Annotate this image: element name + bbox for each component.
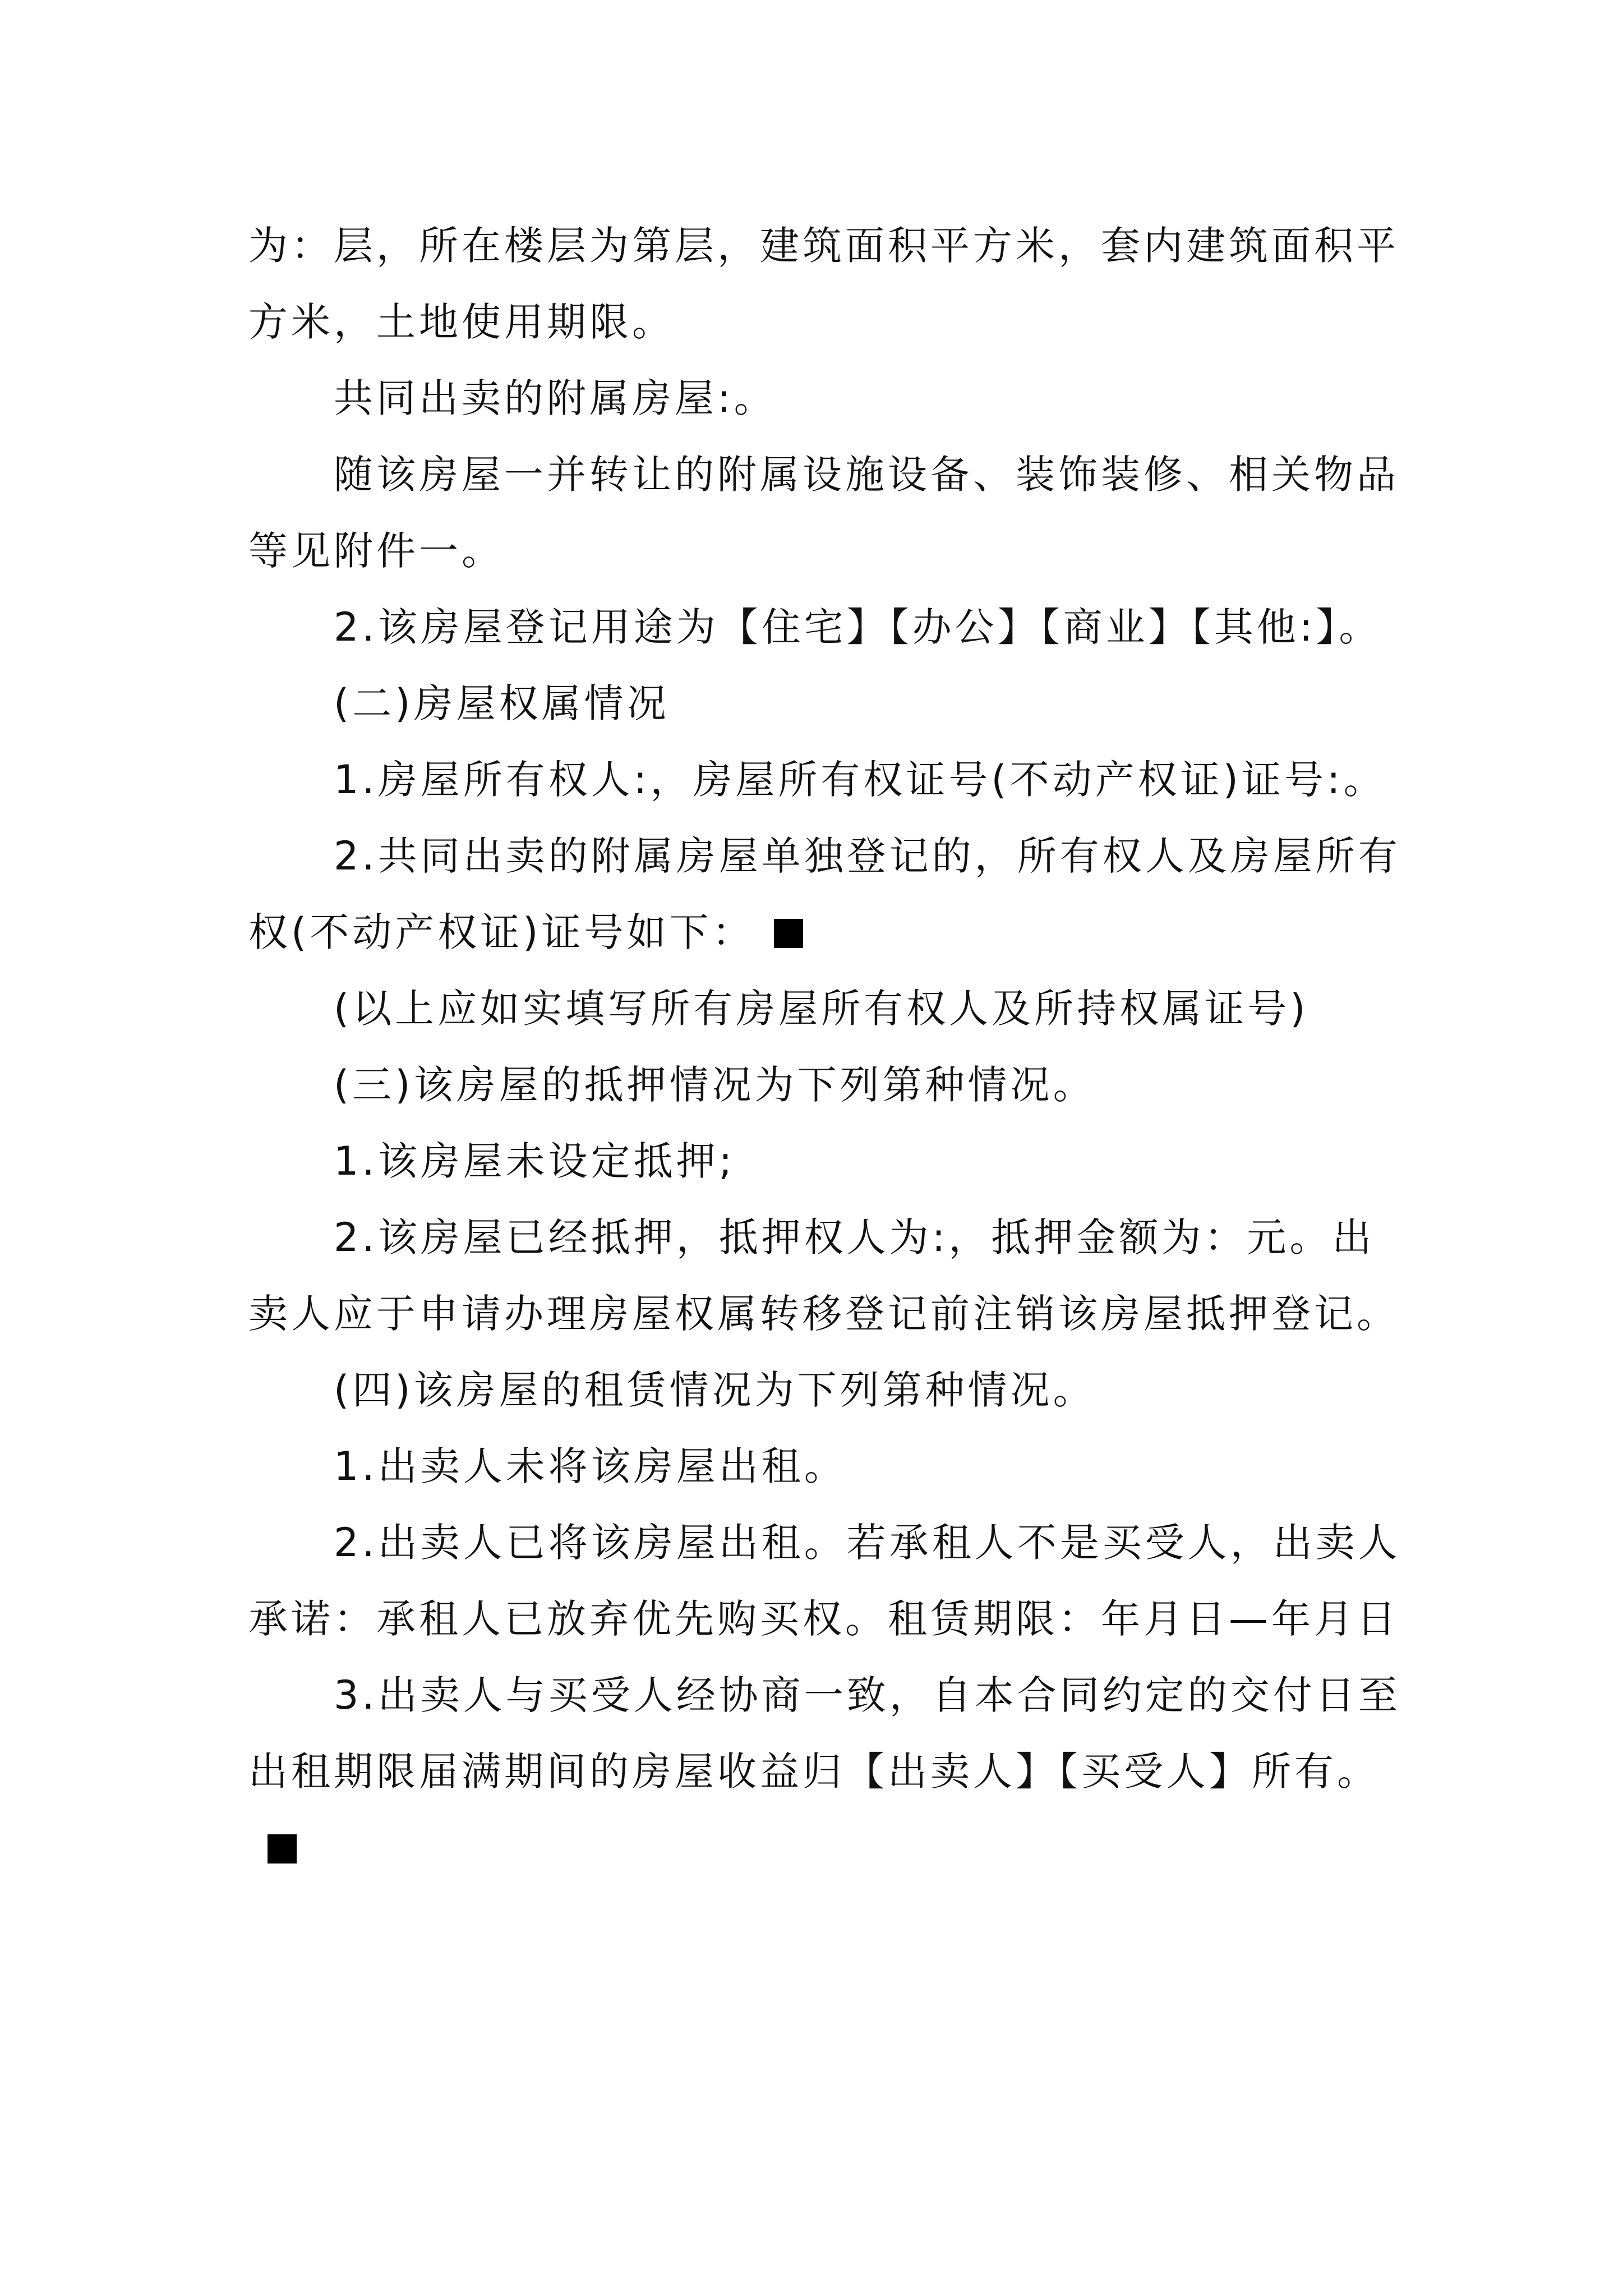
paragraph-not-leased: 1.出卖人未将该房屋出租。 (334, 1443, 847, 1489)
section-heading-ownership: (二)房屋权属情况 (334, 680, 670, 726)
paragraph-usage: 2.该房屋登记用途为【住宅】【办公】【商业】【其他:】。 (334, 604, 1382, 650)
paragraph-note: (以上应如实填写所有房屋所有权人及所持权属证号) (334, 986, 1309, 1032)
paragraph-mortgaged: 2.该房屋已经抵押，抵押权人为:，抵押金额为：元。出卖人应于申请办理房屋权属转移登记前注销该房屋抵押登记。 (248, 1214, 1399, 1337)
paragraph-no-mortgage: 1.该房屋未设定抵押; (334, 1138, 736, 1184)
section-heading-mortgage: (三)该房屋的抵押情况为下列第种情况。 (334, 1062, 1096, 1108)
paragraph-annex-ownership-text: 2.共同出卖的附属房屋单独登记的，所有权人及房屋所有权(不动产权证)证号如下： (248, 833, 1401, 955)
black-square-icon (268, 1834, 297, 1864)
paragraph-annex-houses: 共同出卖的附属房屋:。 (334, 375, 777, 421)
paragraph-facilities: 随该房屋一并转让的附属设施设备、装饰装修、相关物品等见附件一。 (248, 452, 1399, 574)
paragraph-owner: 1.房屋所有权人:，房屋所有权证号(不动产权证)证号:。 (334, 757, 1386, 803)
black-square-icon (774, 919, 803, 948)
paragraph-lease-income-text: 3.出卖人与买受人经协商一致，自本合同约定的交付日至出租期限届满期间的房屋收益归【出卖人】【买受人】所有。 (248, 1672, 1401, 1795)
paragraph-leased: 2.出卖人已将该房屋出租。若承租人不是买受人，出卖人承诺：承租人已放弃优先购买权。租赁期限：年月日—年月日 (248, 1520, 1401, 1642)
paragraph-annex-ownership (248, 818, 1404, 970)
document-body (248, 208, 1404, 1886)
paragraph-area-details: 为：层，所在楼层为第层，建筑面积平方米，套内建筑面积平方米，土地使用期限。 (248, 223, 1399, 345)
paragraph-lease-income (248, 1657, 1404, 1886)
section-heading-lease: (四)该房屋的租赁情况为下列第种情况。 (334, 1367, 1096, 1413)
